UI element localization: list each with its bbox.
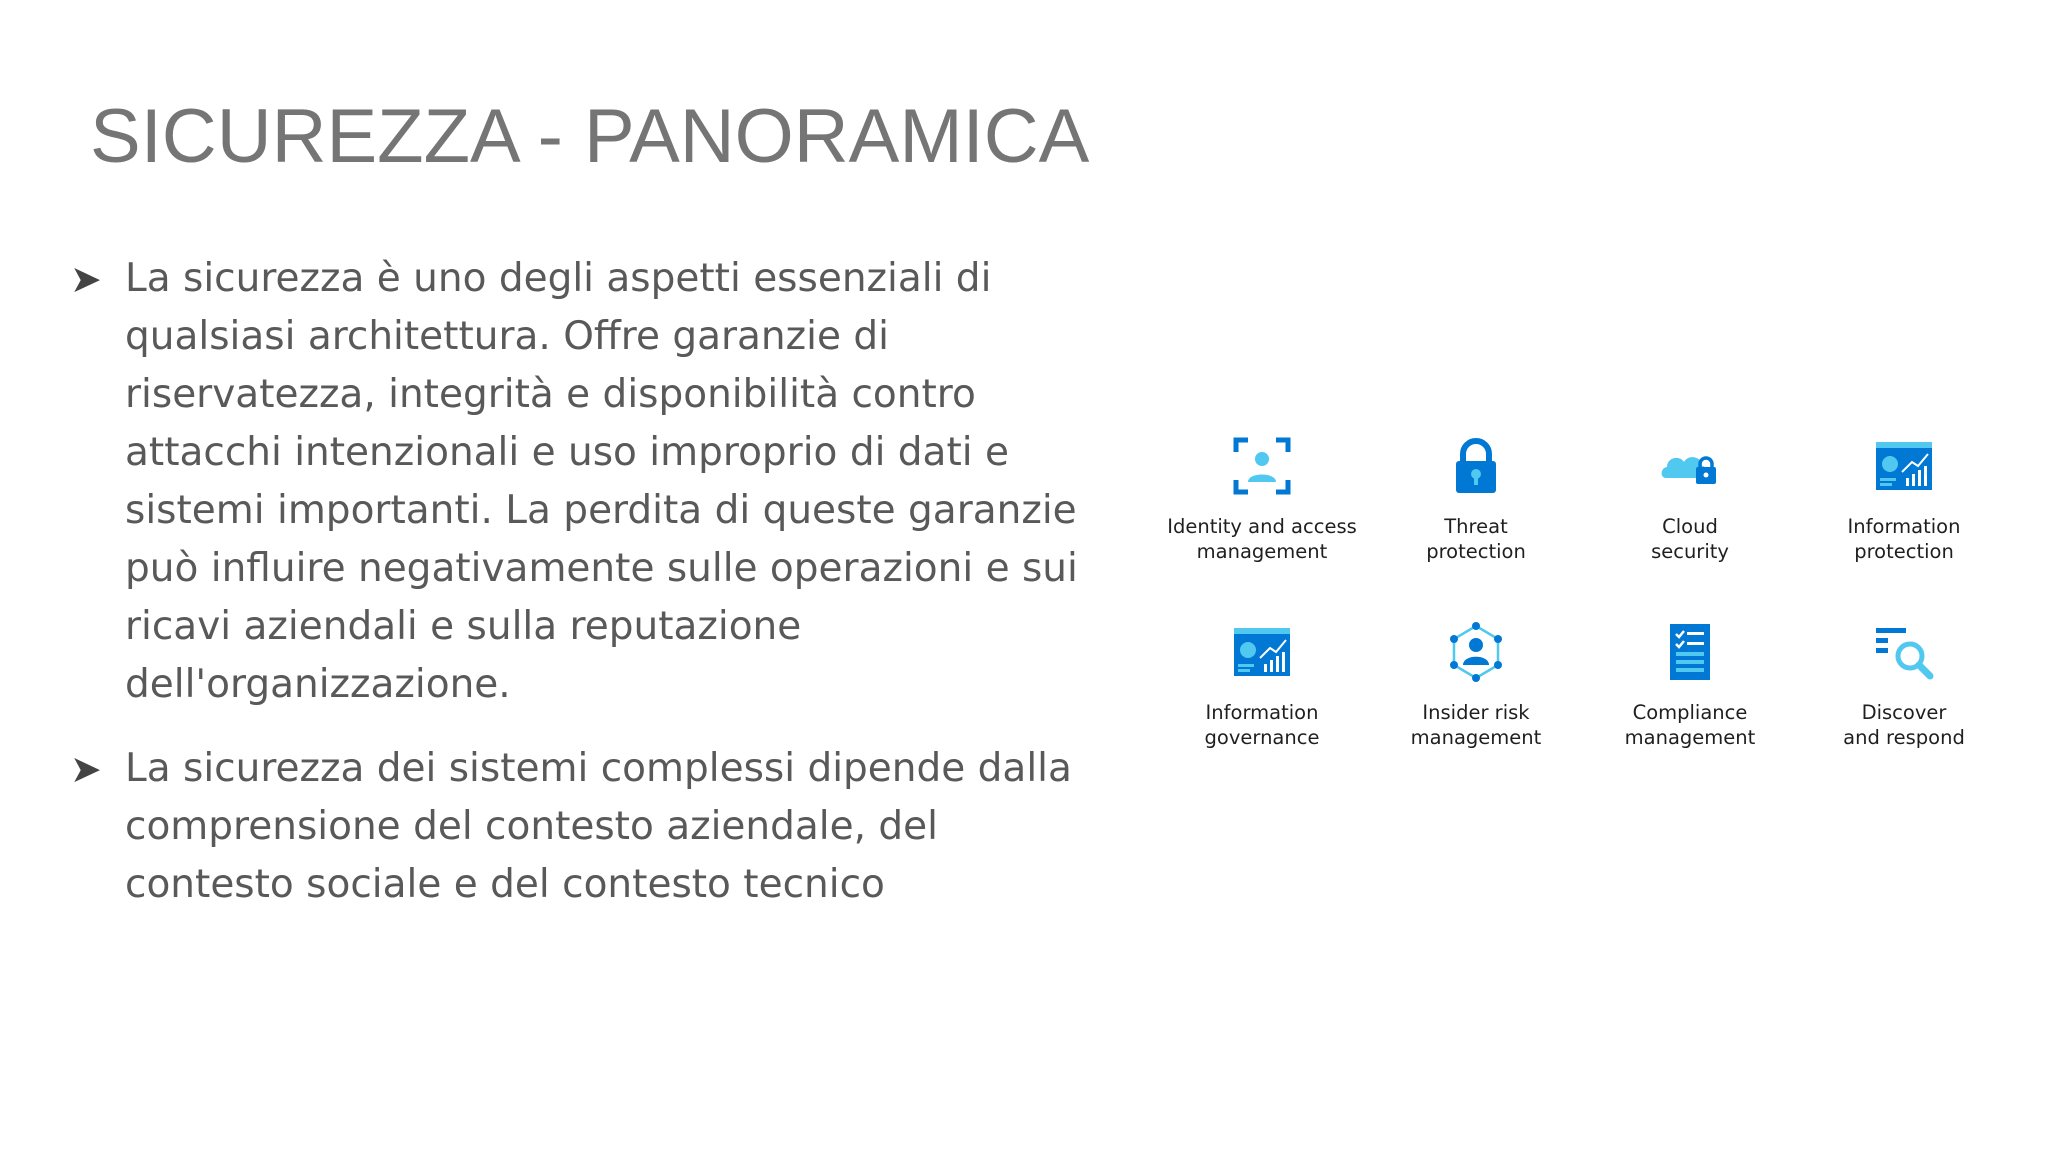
bullet-item bbox=[70, 740, 1090, 914]
capability-tile-info-governance bbox=[1155, 616, 1369, 802]
capability-label: Compliance management bbox=[1624, 701, 1756, 749]
capability-tile-cloud bbox=[1583, 430, 1797, 616]
dashboard-chart-icon bbox=[1226, 616, 1298, 688]
checklist-document-icon bbox=[1654, 616, 1726, 688]
bullet-text: La sicurezza è uno degli aspetti essenziali di qualsiasi architettura. Offre garanzie di riservatezza, integrità e disponibilità contro attacchi intenzionali e uso improprio di dati e sistemi importanti. La perdita di queste garanzie può influire negativamente sulle operazioni e sui ricavi aziendali e sulla reputazione dell'organizzazione. bbox=[125, 256, 1078, 707]
identity-scan-icon bbox=[1226, 430, 1298, 502]
capability-tile-discover bbox=[1797, 616, 2011, 802]
bullet-text: La sicurezza dei sistemi complessi dipende dalla comprensione del contesto aziendale, del contesto sociale e del contesto tecnico bbox=[125, 746, 1072, 907]
capability-label: Information protection bbox=[1847, 515, 1961, 563]
security-capabilities-grid bbox=[1155, 430, 2015, 802]
dashboard-chart-icon bbox=[1868, 430, 1940, 502]
person-network-icon bbox=[1440, 616, 1512, 688]
arrow-bullet-icon: ➤ bbox=[70, 747, 102, 791]
bullet-item bbox=[70, 250, 1090, 714]
capability-label: Identity and access management bbox=[1167, 515, 1357, 563]
search-list-icon bbox=[1868, 616, 1940, 688]
arrow-bullet-icon: ➤ bbox=[70, 257, 102, 301]
cloud-lock-icon bbox=[1654, 430, 1726, 502]
capability-label: Discover and respond bbox=[1843, 701, 1965, 749]
capability-tile-insider-risk bbox=[1369, 616, 1583, 802]
capability-label: Insider risk management bbox=[1410, 701, 1542, 749]
capability-label: Cloud security bbox=[1651, 515, 1729, 563]
slide-title: SICUREZZA - PANORAMICA bbox=[90, 94, 1090, 179]
capability-tile-info-protection bbox=[1797, 430, 2011, 616]
bullet-list bbox=[70, 250, 1090, 940]
capability-tile-compliance bbox=[1583, 616, 1797, 802]
capability-label: Threat protection bbox=[1426, 515, 1526, 563]
capability-tile-identity bbox=[1155, 430, 1369, 616]
capability-tile-threat bbox=[1369, 430, 1583, 616]
padlock-icon bbox=[1440, 430, 1512, 502]
capability-label: Information governance bbox=[1204, 701, 1320, 749]
